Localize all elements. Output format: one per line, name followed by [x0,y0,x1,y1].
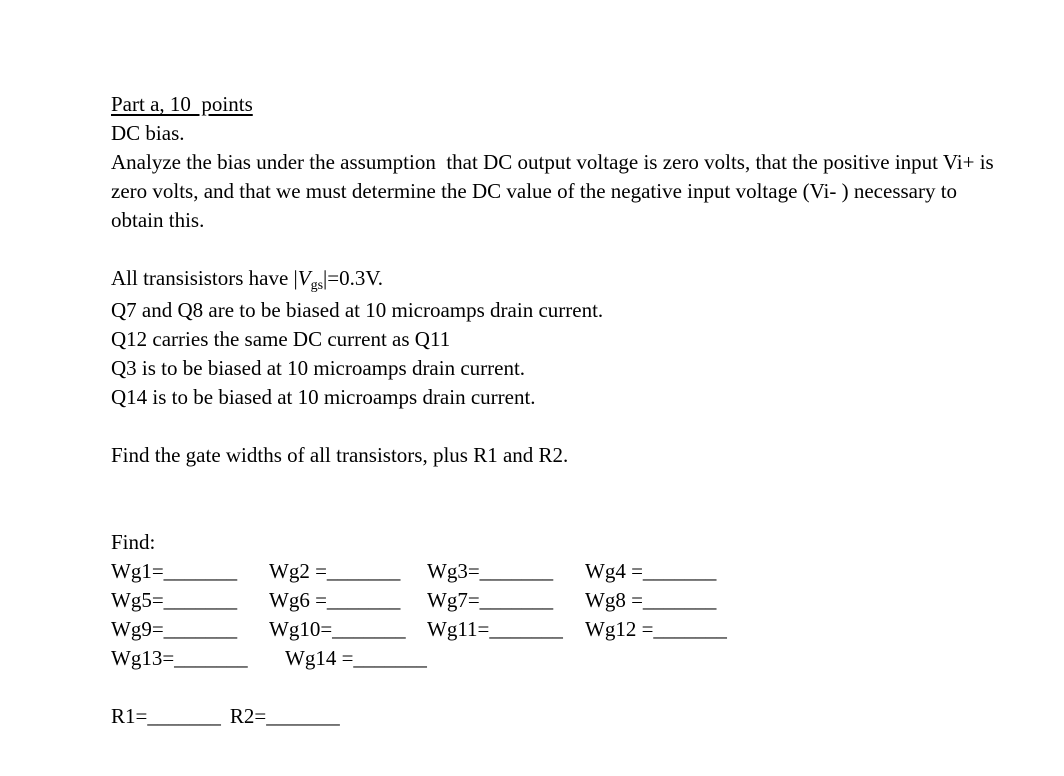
find-label: Find: [111,530,156,554]
blank-line: _______ [147,704,221,728]
wg-row-3 [111,615,1011,644]
blank-field-wg1 [111,557,269,586]
intro-paragraph: Analyze the bias under the assumption that DC output voltage is zero volts, that the positive input Vi+ is zero volts, and that we must determine the DC value of the negative input voltage (Vi- ) necessary to obtain this. [111,150,999,232]
blank-label: Wg7= [427,588,480,612]
dc-bias-line: DC bias. [111,121,185,145]
blank-line: _______ [174,646,248,670]
blank-line: _______ [326,559,401,583]
bias-line-q12: Q12 carries the same DC current as Q11 [111,327,451,351]
spacer [111,673,1011,702]
blank-field-wg12 [585,615,727,644]
blank-label: Wg2 = [269,559,327,583]
blank-label: Wg10= [269,617,333,641]
blank-field-wg5 [111,586,269,615]
blank-field-wg6 [269,586,427,615]
blank-field-wg8 [585,586,716,615]
blank-label: Wg5= [111,588,164,612]
blank-label: Wg4 = [585,559,643,583]
blank-line: _______ [163,617,238,641]
blank-line: _______ [266,704,340,728]
blank-field-wg9 [111,615,269,644]
blank-line: _______ [326,588,401,612]
vgs-symbol: V [297,266,311,290]
blank-line: _______ [653,617,727,641]
vgs-line [111,264,1011,296]
blank-label: Wg11= [427,617,490,641]
resistor-row [111,702,1011,731]
blank-label: Wg3= [427,559,480,583]
blank-field-r1 [111,702,221,731]
bias-line-q7-q8: Q7 and Q8 are to be biased at 10 microamps drain current. [111,298,604,322]
find-instruction: Find the gate widths of all transistors, plus R1 and R2. [111,443,569,467]
blank-field-r2 [230,702,340,731]
wg-row-2 [111,586,1011,615]
blank-field-wg11 [427,615,585,644]
blank-line: _______ [479,588,554,612]
blank-field-wg3 [427,557,585,586]
blank-field-wg14 [285,644,427,673]
document-content [111,90,1011,731]
blank-line: _______ [642,588,717,612]
blank-field-wg2 [269,557,427,586]
blank-line: _______ [353,646,427,670]
bias-line-q14: Q14 is to be biased at 10 microamps drain current. [111,385,536,409]
blank-label: R1= [111,704,148,728]
blank-label: R2= [229,704,267,728]
wg-row-1 [111,557,1011,586]
blank-field-wg10 [269,615,427,644]
blank-line: _______ [163,588,238,612]
bias-line-q3: Q3 is to be biased at 10 microamps drain current. [111,356,526,380]
blank-line: _______ [479,559,554,583]
blank-label: Wg14 = [285,646,354,670]
spacer [111,412,1011,441]
blank-label: Wg9= [111,617,164,641]
vgs-prefix: All transisistors have | [111,266,298,290]
blank-field-wg4 [585,557,716,586]
section-heading: Part a, 10 points [111,92,253,116]
blank-line: _______ [642,559,717,583]
blank-label: Wg12 = [585,617,654,641]
blank-field-wg13 [111,644,285,673]
vgs-suffix: |=0.3V. [323,266,384,290]
blank-line: _______ [489,617,563,641]
blank-label: Wg13= [111,646,175,670]
blank-label: Wg6 = [269,588,327,612]
blank-field-wg7 [427,586,585,615]
spacer [111,235,1011,264]
blank-line: _______ [332,617,406,641]
blank-label: Wg8 = [585,588,643,612]
blank-label: Wg1= [111,559,164,583]
wg-row-4 [111,644,1011,673]
vgs-subscript: gs [310,278,324,293]
blank-line: _______ [163,559,238,583]
spacer [111,470,1011,528]
